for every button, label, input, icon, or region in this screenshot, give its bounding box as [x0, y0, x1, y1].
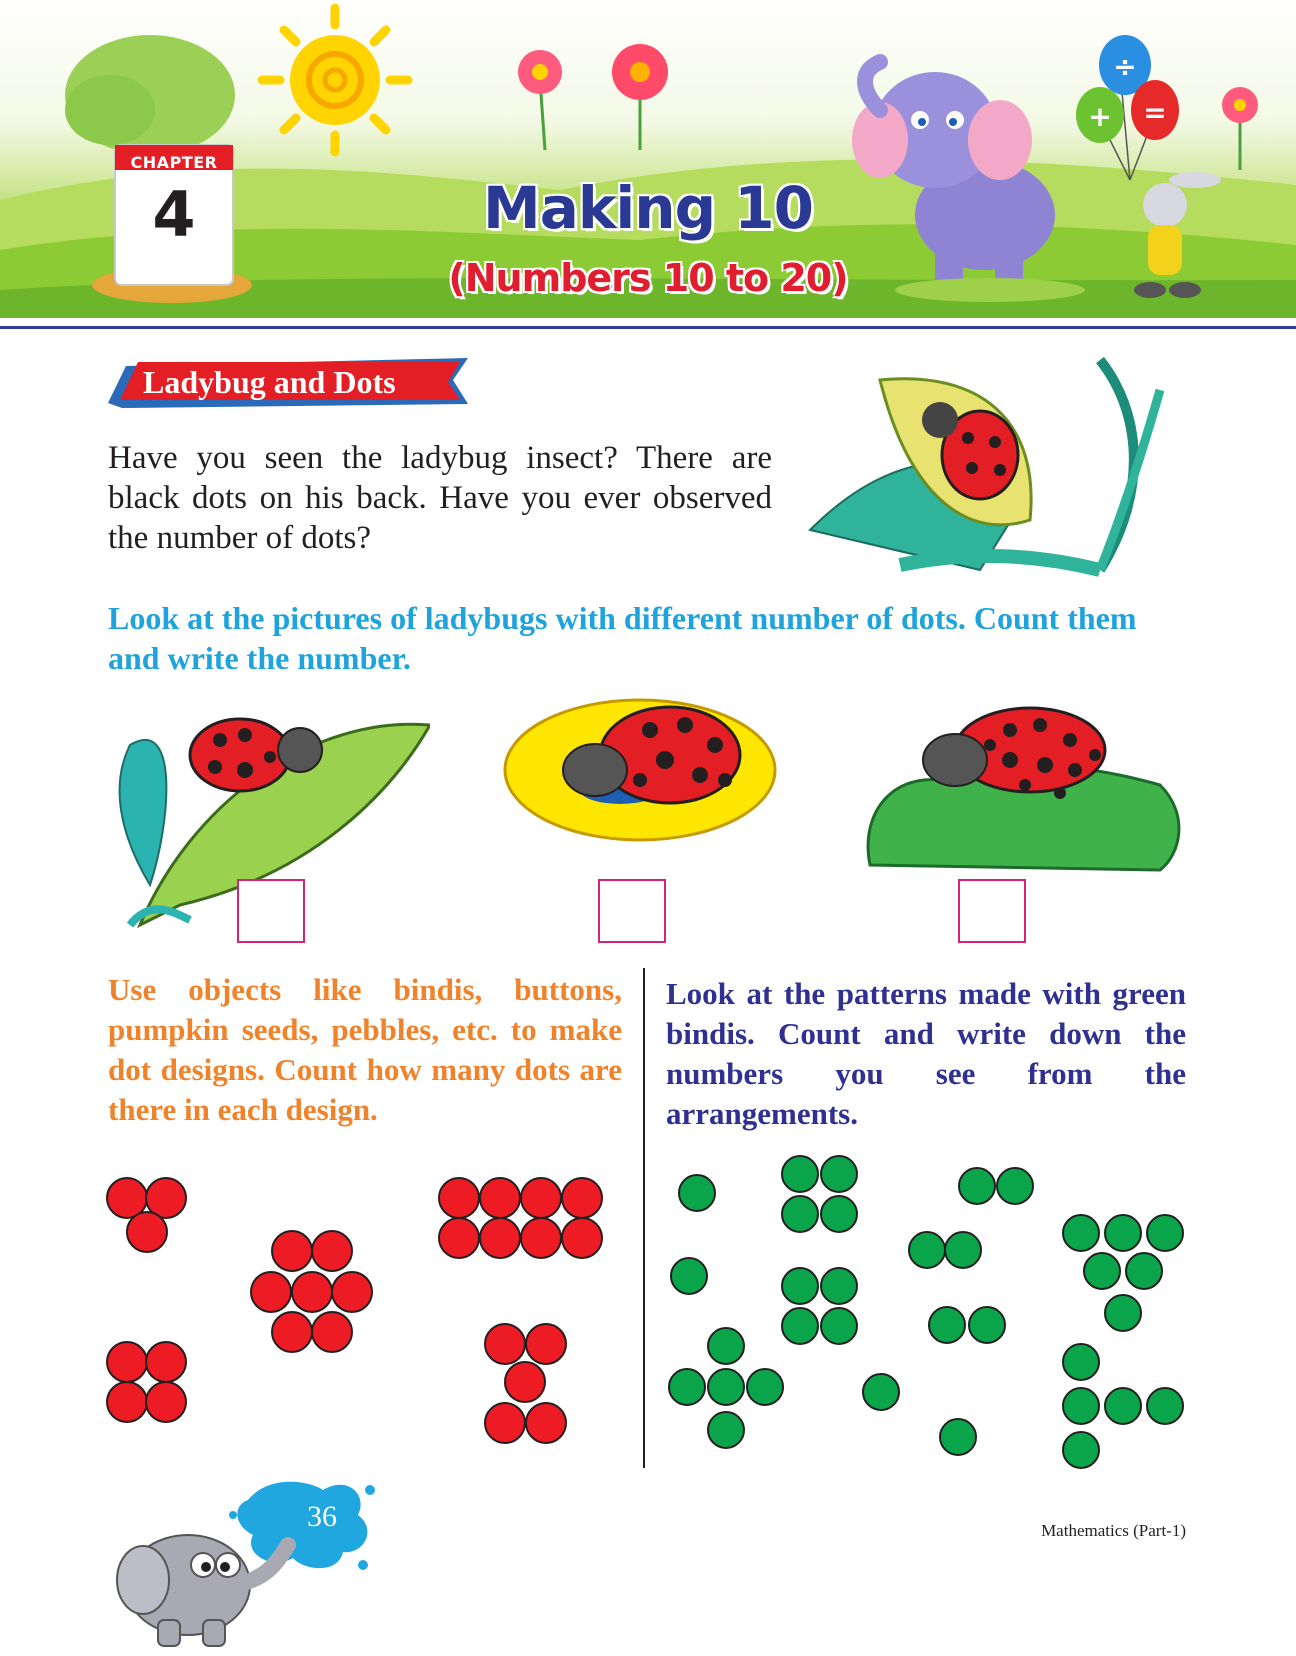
red-dot	[107, 1382, 147, 1422]
svg-text:÷: ÷	[1113, 50, 1137, 83]
red-dot-designs	[107, 1178, 602, 1443]
header-divider	[0, 326, 1296, 329]
red-dot	[485, 1324, 525, 1364]
green-bindi	[929, 1307, 965, 1343]
chapter-label: CHAPTER	[130, 153, 218, 172]
green-bindi	[821, 1268, 857, 1304]
red-dot	[146, 1342, 186, 1382]
ladybug-instruction: Look at the pictures of ladybugs with different number of dots. Count them and write the number.	[108, 600, 1137, 676]
red-dot	[526, 1403, 566, 1443]
green-bindi	[997, 1168, 1033, 1204]
green-bindi	[821, 1196, 857, 1232]
chapter-number: 4	[152, 178, 196, 251]
green-bindi	[940, 1419, 976, 1455]
red-dot	[272, 1231, 312, 1271]
green-bindi	[1105, 1388, 1141, 1424]
chapter-banner	[0, 0, 1296, 318]
red-dot	[521, 1178, 561, 1218]
green-bindi	[708, 1328, 744, 1364]
green-bindi	[1063, 1215, 1099, 1251]
book-title: Mathematics (Part-1)	[1041, 1521, 1186, 1540]
red-dot	[485, 1403, 525, 1443]
green-bindi	[782, 1156, 818, 1192]
red-dot	[146, 1178, 186, 1218]
intro-paragraph: Have you seen the ladybug insect? There are black dots on his back. Have you ever observed the number of dots?	[108, 440, 772, 556]
green-bindi	[821, 1156, 857, 1192]
red-dot	[251, 1272, 291, 1312]
svg-text:+: +	[1088, 100, 1112, 133]
chapter-title: Making 10	[482, 174, 814, 242]
dot-design-instruction: Use objects like bindis, buttons, pumpkin seeds, pebbles, etc. to make dot designs. Count how many dots are there in each design.	[108, 972, 622, 1127]
green-bindi	[863, 1374, 899, 1410]
green-bindi	[782, 1196, 818, 1232]
green-bindi	[1063, 1344, 1099, 1380]
red-dot	[127, 1212, 167, 1252]
red-dot	[439, 1178, 479, 1218]
green-bindi-patterns	[669, 1156, 1183, 1468]
green-bindi	[1084, 1253, 1120, 1289]
red-dot	[439, 1218, 479, 1258]
answer-box-2[interactable]	[598, 879, 666, 943]
green-bindi	[1063, 1388, 1099, 1424]
balloons-icon	[1076, 35, 1179, 180]
green-bindi	[1147, 1388, 1183, 1424]
red-dot	[292, 1272, 332, 1312]
page-number: 36	[307, 1500, 337, 1533]
section-tag: Ladybug and Dots	[143, 364, 396, 400]
red-dot	[146, 1382, 186, 1422]
green-bindi	[945, 1232, 981, 1268]
red-dot	[562, 1178, 602, 1218]
elephant-splash-icon	[108, 1470, 378, 1650]
red-dot	[332, 1272, 372, 1312]
green-bindi	[708, 1369, 744, 1405]
sun-icon	[262, 8, 408, 152]
green-bindi-instruction: Look at the patterns made with green bindis. Count and write down the numbers you see from the arrangements.	[666, 976, 1186, 1131]
green-bindi	[679, 1175, 715, 1211]
green-bindi	[782, 1268, 818, 1304]
green-bindi	[1147, 1215, 1183, 1251]
red-dot	[521, 1218, 561, 1258]
green-bindi	[909, 1232, 945, 1268]
column-divider	[643, 968, 645, 1468]
green-bindi	[747, 1369, 783, 1405]
red-dot	[312, 1231, 352, 1271]
red-dot	[272, 1312, 312, 1352]
green-bindi	[969, 1307, 1005, 1343]
ladybug-on-leaf-icon	[800, 350, 1190, 590]
answer-box-1[interactable]	[237, 879, 305, 943]
green-bindi	[1105, 1295, 1141, 1331]
red-dot	[480, 1178, 520, 1218]
svg-text:=: =	[1143, 96, 1167, 129]
ladybug-grass-picture	[860, 705, 1190, 875]
red-dot	[562, 1218, 602, 1258]
red-dot	[480, 1218, 520, 1258]
red-dot	[312, 1312, 352, 1352]
green-bindi	[1126, 1253, 1162, 1289]
red-dot	[107, 1178, 147, 1218]
green-bindi	[669, 1369, 705, 1405]
green-bindi	[821, 1308, 857, 1344]
green-bindi	[782, 1308, 818, 1344]
ladybug-flower-picture	[500, 675, 790, 845]
red-dot	[526, 1324, 566, 1364]
answer-box-3[interactable]	[958, 879, 1026, 943]
green-bindi	[1063, 1432, 1099, 1468]
green-bindi	[671, 1258, 707, 1294]
red-dot	[107, 1342, 147, 1382]
chapter-subtitle: (Numbers 10 to 20)	[448, 256, 848, 300]
green-bindi	[708, 1412, 744, 1448]
green-bindi	[959, 1168, 995, 1204]
green-bindi	[1105, 1215, 1141, 1251]
red-dot	[505, 1362, 545, 1402]
